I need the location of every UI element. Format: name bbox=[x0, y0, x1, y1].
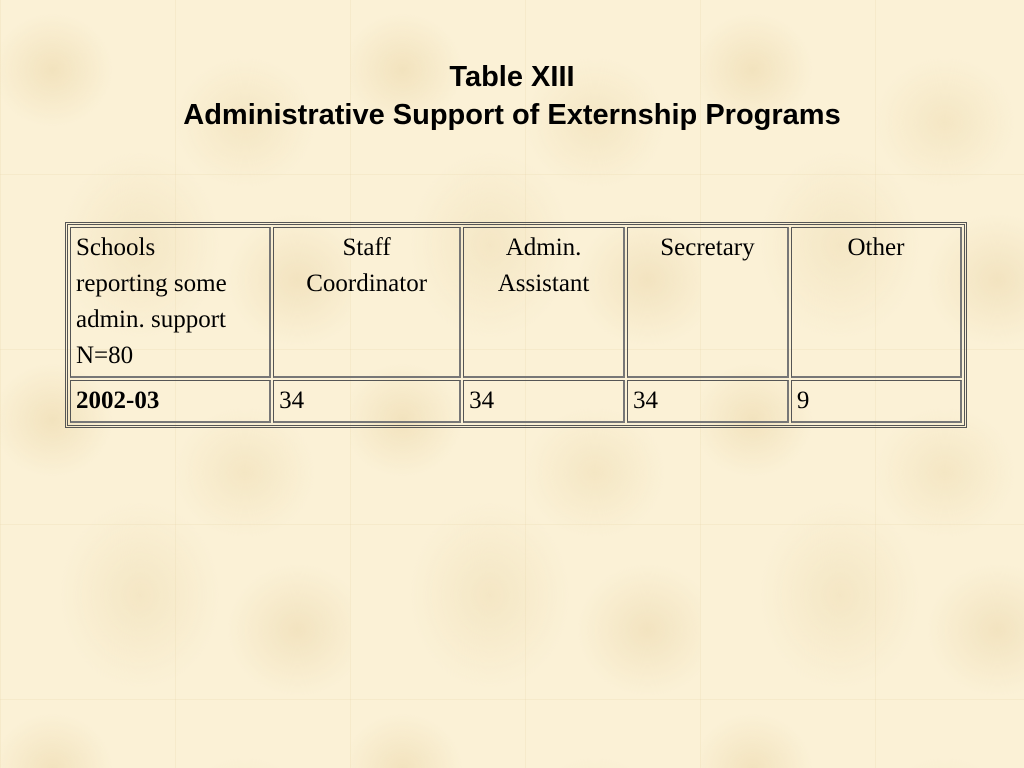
header-schools-line-4: N=80 bbox=[76, 342, 134, 369]
header-staff-line-2: Coordinator bbox=[306, 270, 428, 297]
header-admin-assistant bbox=[463, 227, 625, 378]
row-label-year: 2002-03 bbox=[70, 380, 271, 423]
table-row bbox=[70, 380, 962, 423]
header-admin-line-2: Assistant bbox=[497, 270, 590, 297]
header-admin-line-1: Admin. bbox=[505, 234, 582, 261]
header-other bbox=[791, 227, 962, 378]
header-schools-line-2: reporting some bbox=[76, 270, 227, 297]
header-staff-line-1: Staff bbox=[342, 234, 391, 261]
slide-title bbox=[0, 58, 1024, 134]
externship-support-table bbox=[65, 222, 967, 428]
title-line-2: Administrative Support of Externship Programs bbox=[183, 99, 841, 131]
cell-admin-assistant: 34 bbox=[463, 380, 625, 423]
header-schools-line-1: Schools bbox=[76, 234, 156, 261]
title-line-1: Table XIII bbox=[449, 61, 575, 93]
cell-other: 9 bbox=[791, 380, 962, 423]
header-staff-coordinator bbox=[273, 227, 461, 378]
cell-secretary: 34 bbox=[627, 380, 789, 423]
table-header-row bbox=[70, 227, 962, 378]
header-schools-reporting bbox=[70, 227, 271, 378]
header-secretary-label: Secretary bbox=[660, 234, 755, 261]
cell-staff-coordinator: 34 bbox=[273, 380, 461, 423]
header-other-label: Other bbox=[847, 234, 905, 261]
header-secretary bbox=[627, 227, 789, 378]
header-schools-line-3: admin. support bbox=[76, 306, 226, 333]
